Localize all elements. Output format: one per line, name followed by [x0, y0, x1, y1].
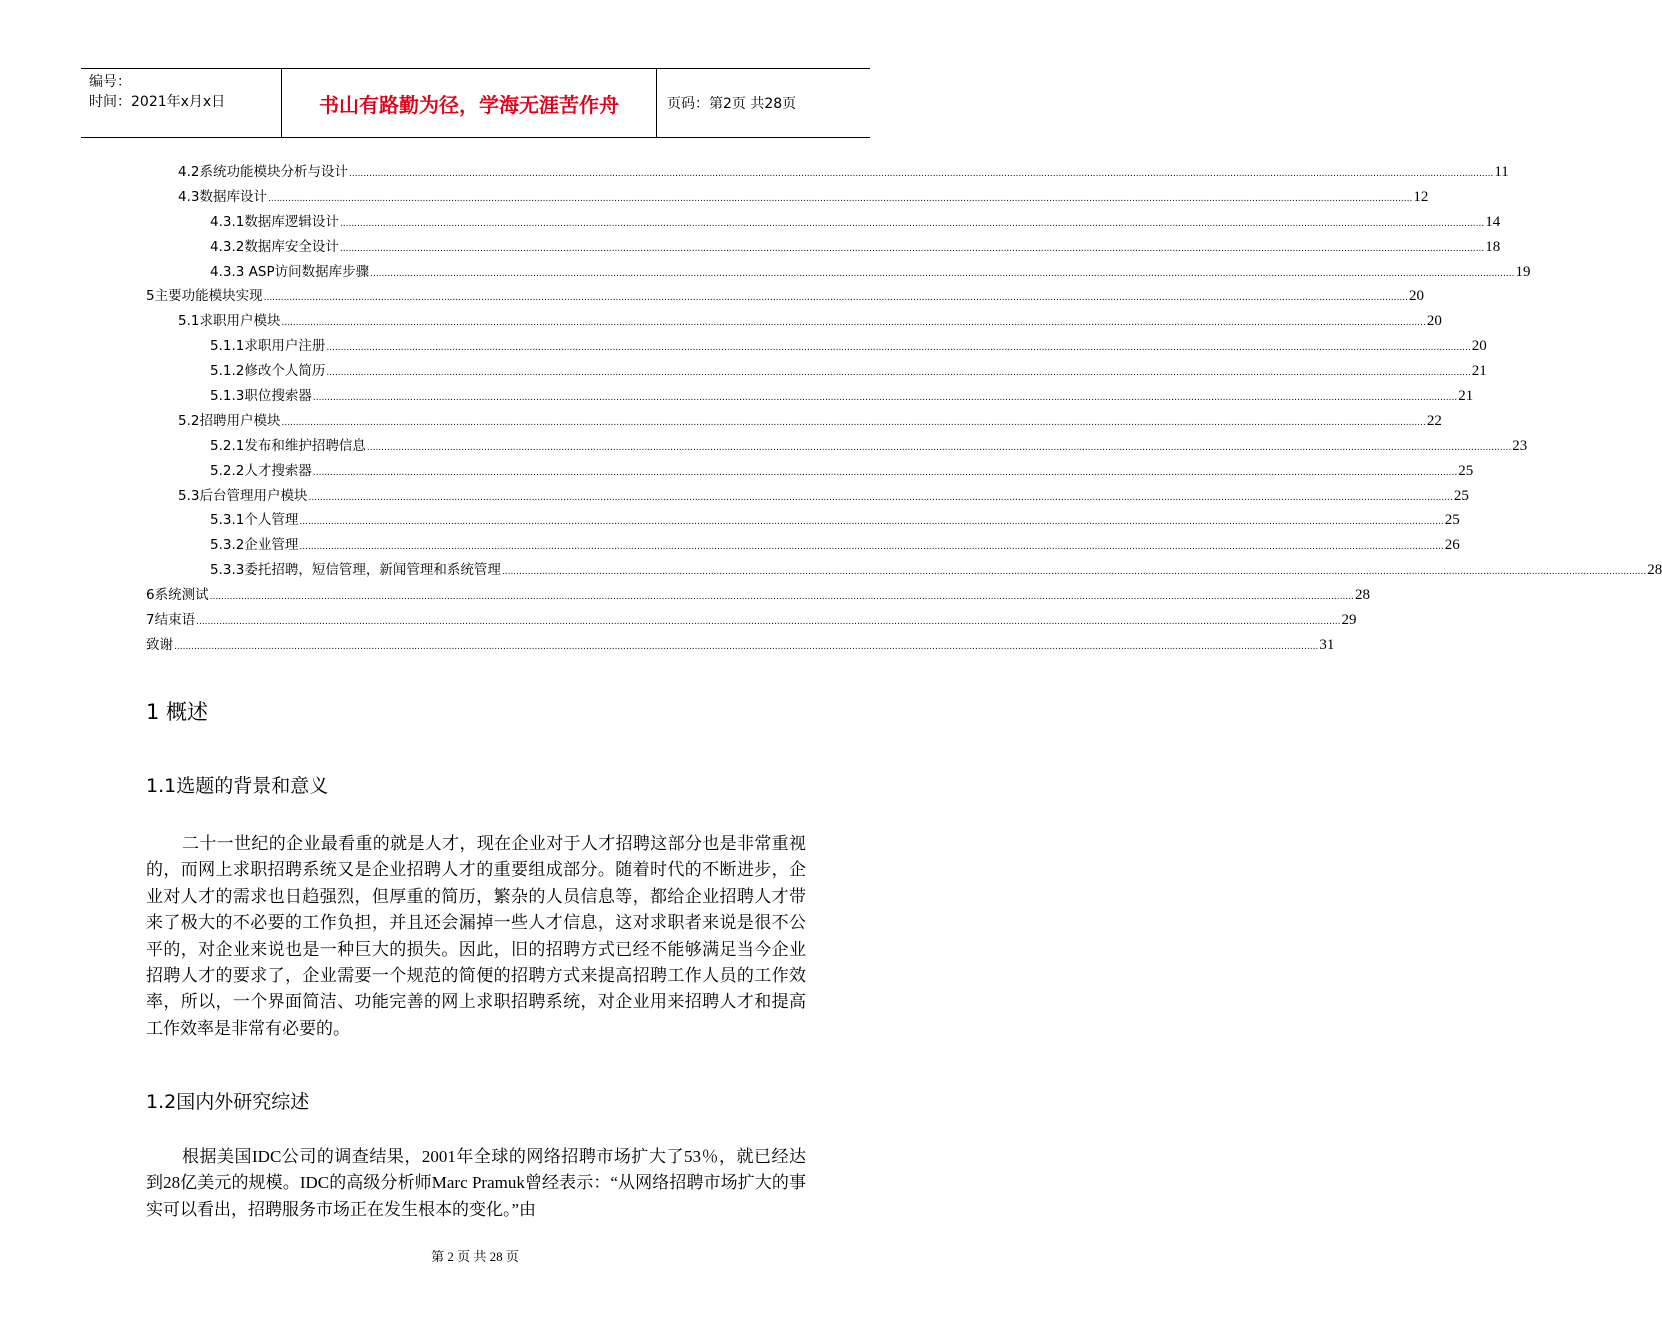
toc-leader-dots: ................................................................................................................................................................................................................................................................................................................................................................................................................	[174, 641, 1319, 652]
toc-leader-dots: ................................................................................................................................................................................................................................................................................................................................................................................................................	[366, 442, 1512, 453]
toc-entry-title: 5主要功能模块实现	[146, 288, 263, 305]
toc-leader-dots: ................................................................................................................................................................................................................................................................................................................................................................................................................	[339, 243, 1485, 254]
toc-leader-dots: ................................................................................................................................................................................................................................................................................................................................................................................................................	[326, 368, 1471, 379]
toc-entry-title: 5.1.3职位搜索器	[210, 388, 312, 405]
section-heading-overview: 1 概述	[146, 700, 209, 724]
toc-entry-page: 12	[1413, 188, 1429, 205]
toc-entry[interactable]	[146, 260, 1531, 285]
toc-entry-page: 14	[1485, 213, 1501, 230]
toc-leader-dots: ................................................................................................................................................................................................................................................................................................................................................................................................................	[281, 318, 1426, 329]
table-of-contents	[146, 160, 1662, 658]
header-time-label: 时间：2021年x月x日	[89, 94, 226, 110]
toc-entry[interactable]	[146, 409, 1442, 434]
toc-entry-page: 20	[1408, 288, 1424, 305]
toc-entry-page: 28	[1647, 562, 1662, 579]
toc-leader-dots: ................................................................................................................................................................................................................................................................................................................................................................................................................	[196, 617, 1341, 628]
toc-entry-page: 11	[1494, 164, 1509, 180]
toc-entry-title: 5.3.2企业管理	[210, 537, 299, 554]
toc-entry-page: 22	[1426, 412, 1442, 429]
toc-entry-title: 5.2招聘用户模块	[178, 412, 281, 429]
toc-leader-dots: ................................................................................................................................................................................................................................................................................................................................................................................................................	[299, 517, 1444, 528]
toc-leader-dots: ................................................................................................................................................................................................................................................................................................................................................................................................................	[348, 169, 1494, 179]
toc-entry-page: 26	[1444, 537, 1460, 554]
toc-entry-title: 5.1求职用户模块	[178, 313, 281, 330]
header-number-label: 编号：	[89, 74, 131, 90]
toc-entry[interactable]	[146, 160, 1509, 185]
toc-entry[interactable]	[146, 583, 1370, 608]
toc-entry-page: 31	[1319, 636, 1335, 653]
header-motto: 书山有路勤为径，学海无涯苦作舟	[282, 69, 657, 137]
toc-leader-dots: ................................................................................................................................................................................................................................................................................................................................................................................................................	[370, 268, 1515, 279]
toc-entry-page: 23	[1512, 437, 1528, 454]
toc-entry-title: 致谢	[146, 636, 173, 653]
toc-entry-page: 21	[1471, 363, 1487, 380]
toc-leader-dots: ................................................................................................................................................................................................................................................................................................................................................................................................................	[209, 592, 1354, 603]
toc-leader-dots: ................................................................................................................................................................................................................................................................................................................................................................................................................	[312, 393, 1458, 404]
toc-entry[interactable]	[146, 309, 1442, 334]
subsection-heading-background: 1.1选题的背景和意义	[146, 775, 329, 797]
toc-leader-dots: ................................................................................................................................................................................................................................................................................................................................................................................................................	[263, 293, 1408, 304]
toc-entry-title: 5.3.1个人管理	[210, 512, 299, 529]
page-header	[81, 68, 870, 138]
toc-leader-dots: ................................................................................................................................................................................................................................................................................................................................................................................................................	[312, 467, 1458, 478]
toc-entry-page: 25	[1453, 487, 1469, 504]
toc-entry[interactable]	[146, 210, 1501, 235]
toc-entry-page: 25	[1444, 512, 1460, 529]
toc-entry-title: 5.3.3委托招聘，短信管理，新闻管理和系统管理	[210, 562, 501, 579]
toc-entry-title: 5.3后台管理用户模块	[178, 487, 308, 504]
toc-entry[interactable]	[146, 508, 1460, 533]
toc-entry-page: 25	[1458, 462, 1474, 479]
toc-leader-dots: ................................................................................................................................................................................................................................................................................................................................................................................................................	[281, 417, 1426, 428]
toc-leader-dots: ................................................................................................................................................................................................................................................................................................................................................................................................................	[299, 542, 1444, 553]
toc-leader-dots: ................................................................................................................................................................................................................................................................................................................................................................................................................	[326, 343, 1471, 354]
toc-entry[interactable]	[146, 633, 1335, 658]
toc-entry-title: 5.1.2修改个人简历	[210, 363, 326, 380]
toc-entry[interactable]	[146, 284, 1424, 309]
toc-entry[interactable]	[146, 558, 1662, 583]
toc-entry[interactable]	[146, 434, 1528, 459]
toc-entry-page: 18	[1485, 238, 1501, 255]
toc-entry-page: 20	[1471, 338, 1487, 355]
toc-leader-dots: ................................................................................................................................................................................................................................................................................................................................................................................................................	[308, 492, 1453, 503]
toc-entry-title: 4.3数据库设计	[178, 188, 267, 205]
toc-entry-title: 4.3.3 ASP访问数据库步骤	[210, 263, 370, 280]
header-meta	[81, 69, 282, 137]
paragraph-research: 根据美国IDC公司的调查结果，2001年全球的网络招聘市场扩大了53％，就已经达到28亿美元的规模。IDC的高级分析师Marc Pramuk曾经表示：“从网络招聘市场扩大的事实可以看出，招聘服务市场正在发生根本的变化。”由	[146, 1147, 806, 1219]
toc-entry-page: 20	[1426, 313, 1442, 330]
header-page-info: 页码：第2页 共28页	[667, 96, 797, 112]
toc-entry-page: 28	[1354, 587, 1370, 604]
toc-entry-title: 7结束语	[146, 612, 196, 629]
toc-entry[interactable]	[146, 459, 1474, 484]
paragraph-background: 二十一世纪的企业最看重的就是人才，现在企业对于人才招聘这部分也是非常重视的，而网上求职招聘系统又是企业招聘人才的重要组成部分。随着时代的不断进步，企业对人才的需求也日趋强烈，但厚重的简历，繁杂的人员信息等，都给企业招聘人才带来了极大的不必要的工作负担，并且还会漏掉一些人才信息，这对求职者来说是很不公平的，对企业来说也是一种巨大的损失。因此，旧的招聘方式已经不能够满足当今企业招聘人才的要求了，企业需要一个规范的简便的招聘方式来提高招聘工作人员的工作效率，所以，一个界面简洁、功能完善的网上求职招聘系统，对企业用来招聘人才和提高工作效率是非常有必要的。	[146, 834, 806, 1038]
toc-entry-page: 21	[1458, 388, 1474, 405]
toc-entry-title: 4.2系统功能模块分析与设计	[178, 164, 348, 180]
toc-entry[interactable]	[146, 384, 1474, 409]
page-footer: 第 2 页 共 28 页	[431, 1249, 519, 1264]
toc-entry-title: 5.2.2人才搜索器	[210, 462, 312, 479]
toc-entry-title: 4.3.1数据库逻辑设计	[210, 213, 339, 230]
toc-entry-page: 29	[1341, 612, 1357, 629]
toc-entry[interactable]	[146, 484, 1469, 509]
toc-entry-title: 5.2.1发布和维护招聘信息	[210, 437, 366, 454]
toc-entry[interactable]	[146, 533, 1460, 558]
toc-entry-page: 19	[1515, 263, 1531, 280]
toc-entry[interactable]	[146, 185, 1429, 210]
toc-entry-title: 4.3.2数据库安全设计	[210, 238, 339, 255]
toc-entry[interactable]	[146, 235, 1501, 260]
toc-entry[interactable]	[146, 334, 1487, 359]
subsection-heading-research: 1.2国内外研究综述	[146, 1091, 310, 1113]
toc-entry[interactable]	[146, 608, 1357, 633]
toc-leader-dots: ................................................................................................................................................................................................................................................................................................................................................................................................................	[267, 193, 1413, 204]
toc-entry-title: 6系统测试	[146, 587, 209, 604]
toc-leader-dots: ................................................................................................................................................................................................................................................................................................................................................................................................................	[339, 218, 1485, 229]
toc-entry[interactable]	[146, 359, 1487, 384]
toc-entry-title: 5.1.1求职用户注册	[210, 338, 326, 355]
toc-leader-dots: ................................................................................................................................................................................................................................................................................................................................................................................................................	[501, 567, 1647, 578]
